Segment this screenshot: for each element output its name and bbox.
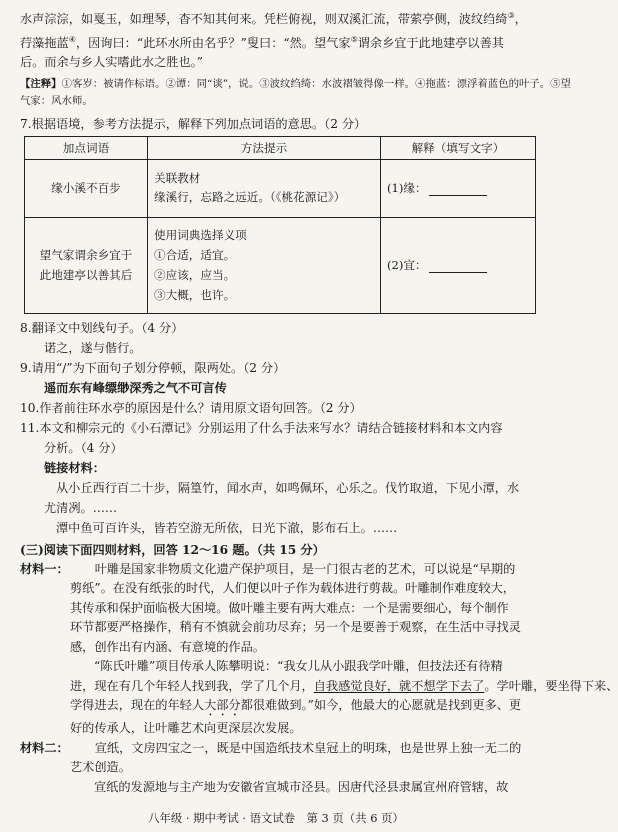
material-1-line: 进，现在有几个年轻人找到我，学了几个月，自我感觉良好，就不想学下去了。学叶雕，要坐得下来、 bbox=[70, 678, 618, 693]
material-1-line: “陈氏叶雕”项目传承人陈攀明说：“我女儿从小跟我学叶雕，但技法还有待精 bbox=[94, 659, 503, 674]
link-material-label: 链接材料： bbox=[44, 460, 105, 475]
row2-word: 望气家谓余乡宜于 此地建亭以善其后 bbox=[25, 217, 148, 313]
material-1-line: 好的传承人，让叶雕艺术向更深层次发展。 bbox=[70, 721, 302, 736]
material-2-line: 材料二： 宣纸，文房四宝之一，既是中国造纸技术皇冠上的明珠，也是世界上独一无二的 bbox=[20, 740, 522, 755]
exam-page bbox=[20, 6, 618, 797]
question-10: 10.作者前往环水亭的原因是什么？请用原文语句回答。（2 分） bbox=[20, 400, 362, 415]
row2-hint: 使用词典选择义项 ①合适，适宜。 ②应该，应当。 ③大概，也许。 bbox=[148, 217, 381, 313]
material-2-line: 艺术创造。 bbox=[70, 760, 131, 775]
q7-table bbox=[24, 136, 536, 314]
question-8: 8.翻译文中划线句子。（4 分） bbox=[20, 320, 184, 335]
material-1-line: 其传承和保护面临极大困境。做叶雕主要有两大难点：一个是需要细心，每个制作 bbox=[70, 600, 509, 615]
passage-line: 荇藻拖蓝④，因询曰：“此环水所由名乎？”叟曰：“然。望气家⑤谓余乡宜于此地建亭以善其 bbox=[20, 34, 504, 50]
q9-sentence: 遥而东有峰缥缈深秀之气不可言传 bbox=[44, 380, 227, 395]
passage-line: 水声淙淙，如戛玉，如理琴，杳不知其何来。凭栏俯视，则双溪汇流，带萦亭侧，波纹绉绮③， bbox=[20, 11, 527, 27]
question-9: 9.请用“/”为下面句子划分停顿，限两处。（2 分） bbox=[20, 360, 286, 375]
row2-answer[interactable]: (2)宜： bbox=[381, 217, 536, 313]
col-header-hint: 方法提示 bbox=[148, 136, 381, 159]
material-1-line: 剪纸”。在没有纸张的时代，人们便以叶子作为载体进行剪裁。叶雕制作难度较大， bbox=[70, 581, 515, 596]
link-material-line: 尤清冽。…… bbox=[44, 500, 118, 515]
material-1-line: 环节都要严格操作，稍有不慎就会前功尽弃；另一个是要善于观察，在生活中寻找灵 bbox=[70, 620, 521, 635]
question-11-cont: 分析。（4 分） bbox=[44, 440, 123, 455]
material-1-line: 学得进去，现在的年轻人大部分都很难做到。”如今，他最大的心愿就是找到更多、更 bbox=[70, 698, 522, 713]
material-2-line: 宣纸的发源地与主产地为安徽省宣城市泾县。因唐代泾县隶属宣州府管辖，故 bbox=[94, 779, 509, 794]
col-header-word: 加点词语 bbox=[25, 136, 148, 159]
link-material-line: 从小丘西行百二十步，隔篁竹，闻水声，如鸣佩环，心乐之。伐竹取道，下见小潭，水 bbox=[56, 480, 520, 495]
question-11: 11.本文和柳宗元的《小石潭记》分别运用了什么手法来写水？请结合链接材料和本文内容 bbox=[20, 420, 503, 435]
passage-line: 后。而余与乡人实嗜此水之胜也。” bbox=[20, 55, 203, 70]
q8-sentence: 诺之，遂与偕行。 bbox=[44, 340, 142, 355]
answer-blank[interactable] bbox=[429, 260, 487, 273]
row1-word: 缘小溪不百步 bbox=[25, 159, 148, 217]
row1-answer[interactable]: (1)缘： bbox=[381, 159, 536, 217]
material-1-line: 感，创作出有内涵、有意境的作品。 bbox=[70, 639, 265, 654]
link-material-line: 潭中鱼可百许头，皆若空游无所依，日光下澈，影布石上。…… bbox=[56, 520, 398, 535]
row1-hint: 关联教材 缘溪行，忘路之远近。（《桃花源记》） bbox=[148, 159, 381, 217]
material-1-line: 材料一： 叶雕是国家非物质文化遗产保护项目，是一门很古老的艺术，可以说是“早期的 bbox=[20, 561, 516, 576]
section-3-title: (三)阅读下面四则材料，回答 12～16 题。（共 15 分） bbox=[20, 542, 325, 557]
question-7: 7.根据语境，参考方法提示，解释下列加点词语的意思。（2 分） bbox=[20, 116, 367, 131]
answer-blank[interactable] bbox=[429, 183, 487, 196]
col-header-answer: 解释（填写文字） bbox=[381, 136, 536, 159]
annotation-cont: 气家：风水师。 bbox=[20, 94, 93, 107]
annotation: 【注释】①客岁：被请作标语。②谭：同“谈”，说。③波纹绉绮：水波褶皱得像一样。④拖蓝：漂浮着蓝色的叶子。⑤望 bbox=[20, 77, 571, 90]
page-footer: 八年级 · 期中考试 · 语文试卷 第 3 页（共 6 页） bbox=[148, 811, 404, 825]
